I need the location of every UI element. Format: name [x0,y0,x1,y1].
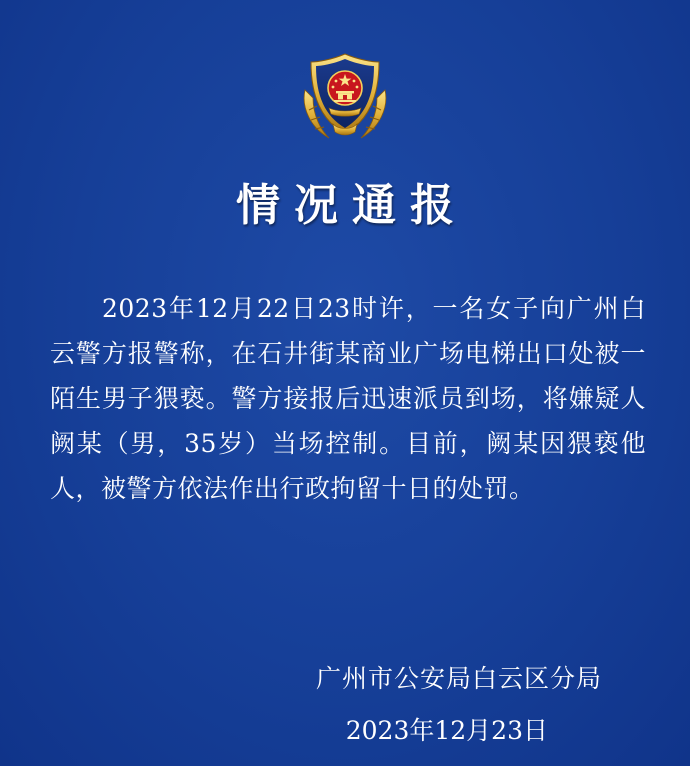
police-emblem-icon [299,50,391,146]
issue-date: 2023年12月23日 [345,716,548,745]
issuer-signature: 广州市公安局白云区分局 [315,664,602,693]
notice-body: 2023年12月22日23时许，一名女子向广州白云警方报警称，在石井街某商业广场电梯出口处被一陌生男子猥亵。警方接报后迅速派员到场，将嫌疑人阙某（男，35岁）当场控制。目前，阙某因猥亵他人，被警方依法作出行政拘留十日的处罚。 [50,294,646,503]
notice-title: 情况通报 [236,180,468,231]
